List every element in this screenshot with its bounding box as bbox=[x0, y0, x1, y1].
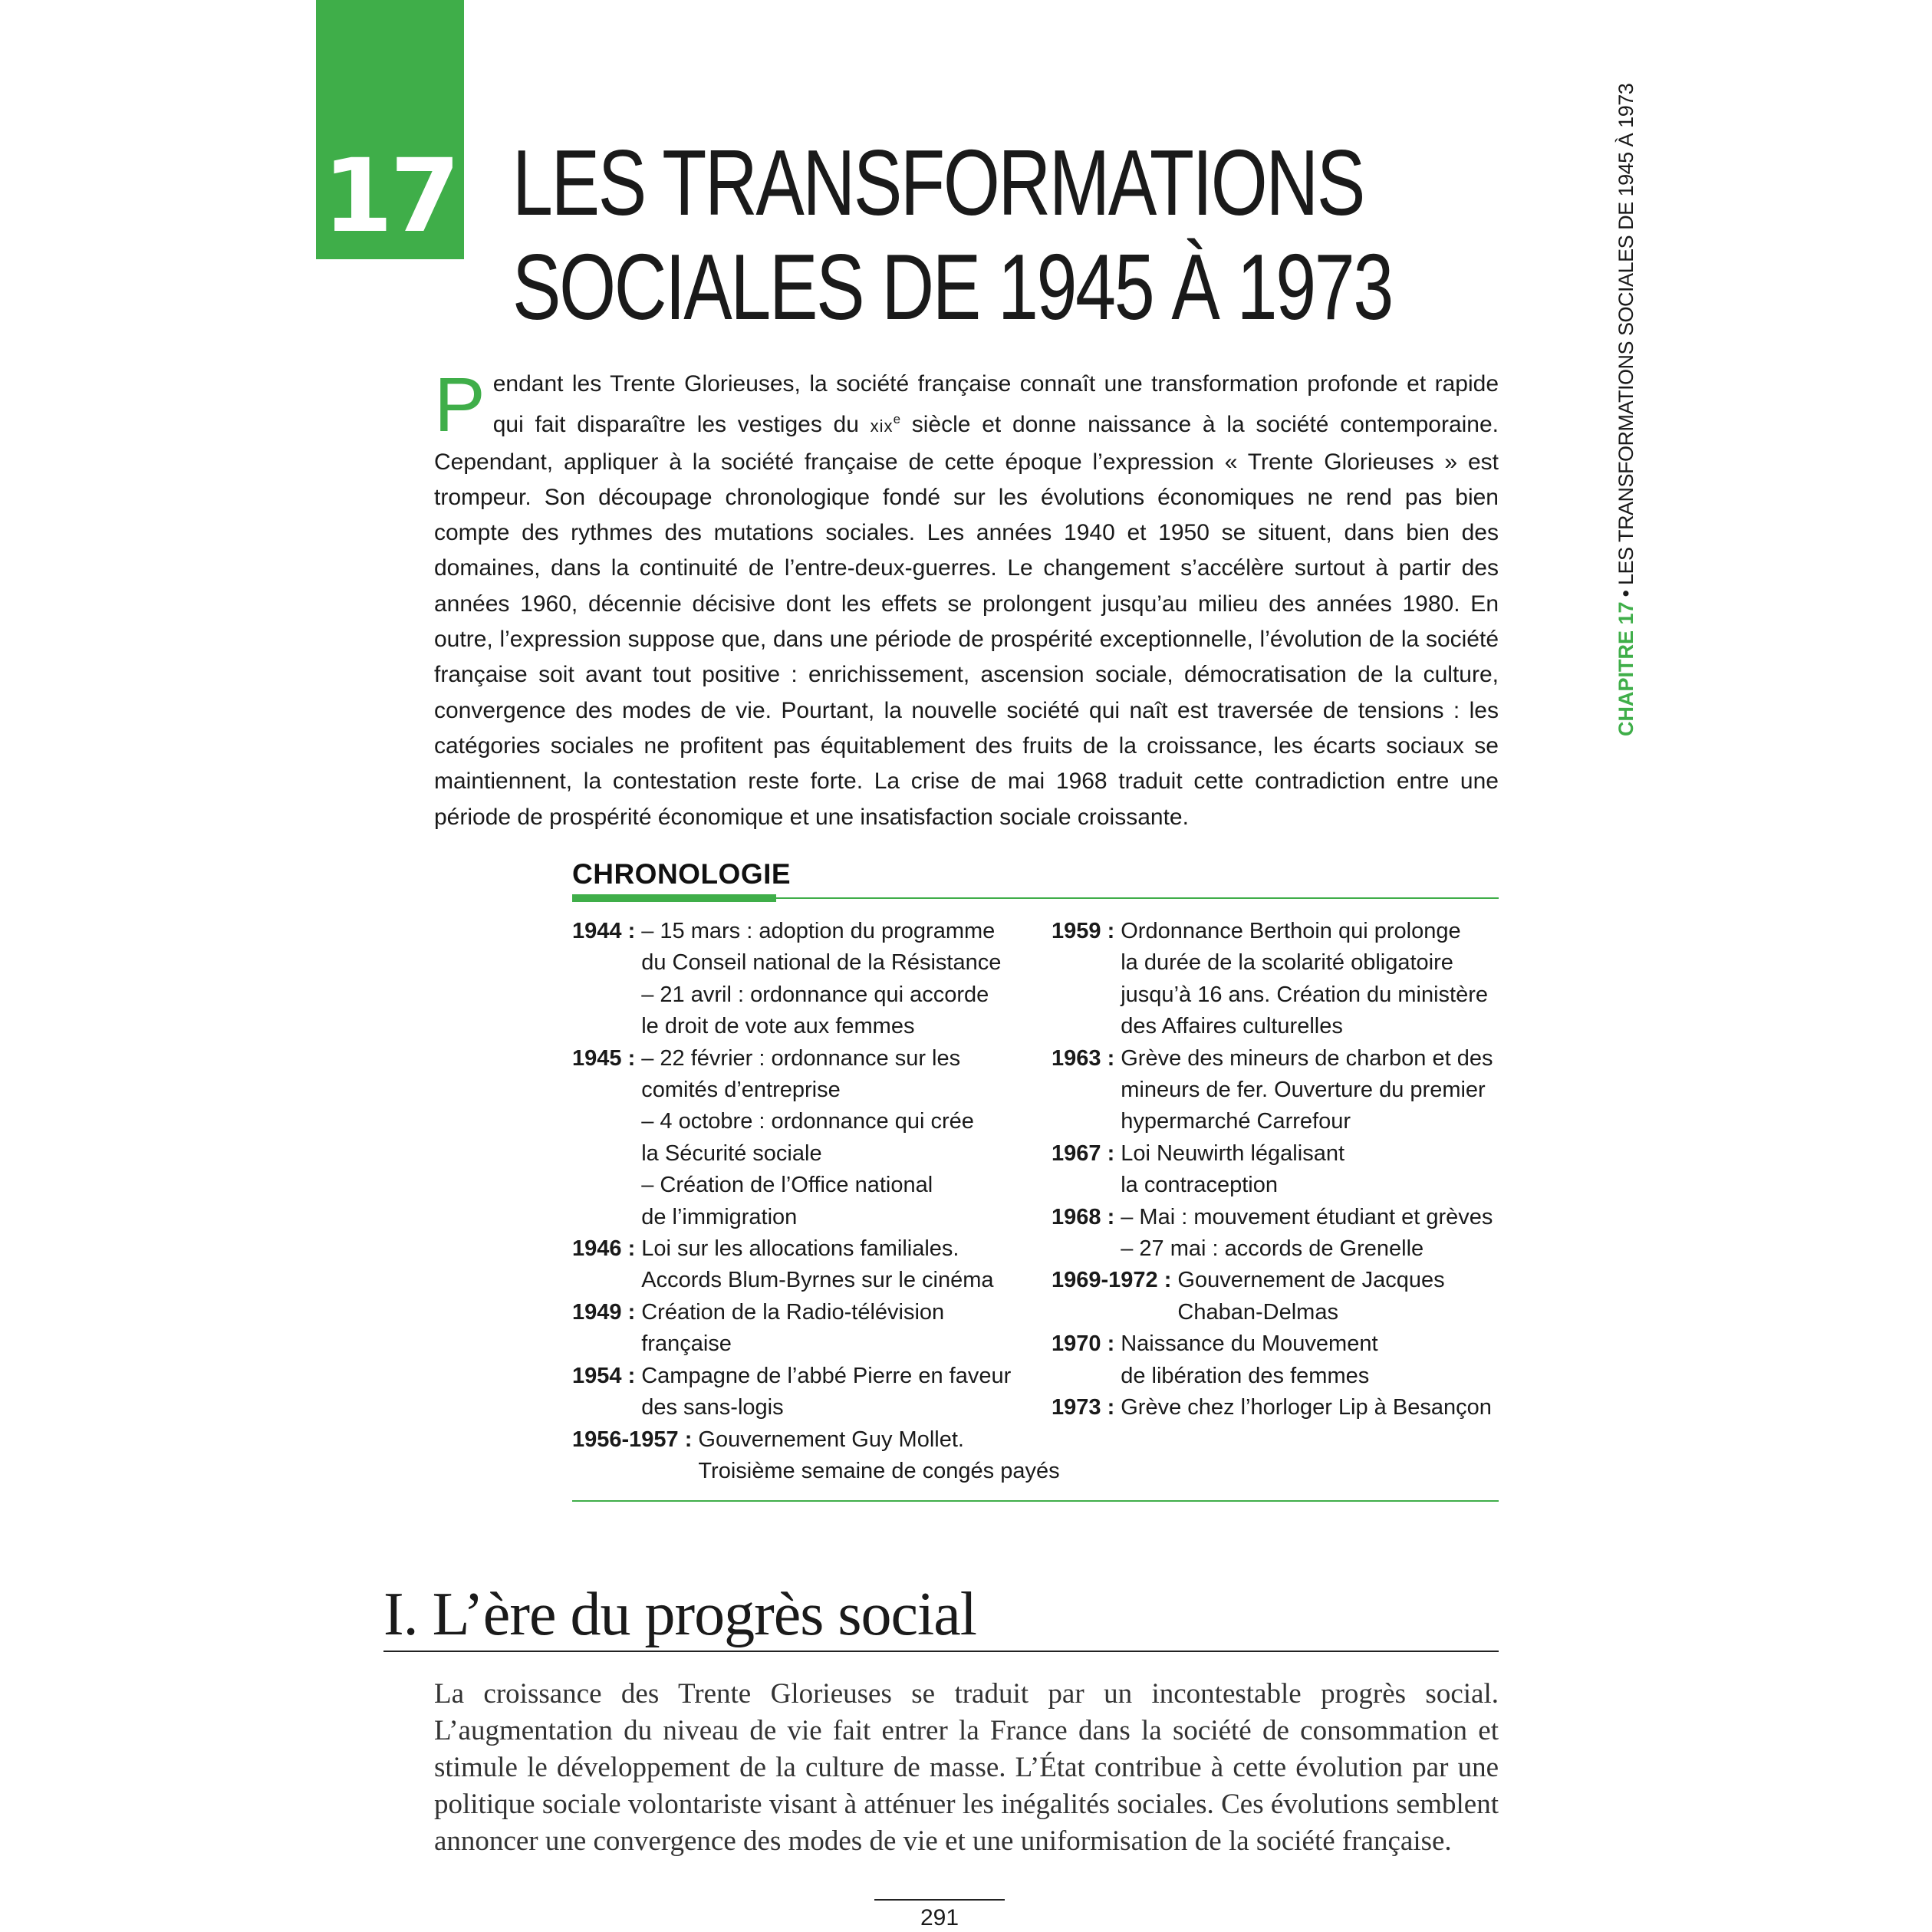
chronology-event-line: Accords Blum-Byrnes sur le cinéma bbox=[641, 1268, 994, 1293]
chronology-entry bbox=[572, 1297, 1032, 1361]
chapter-number: 17 bbox=[322, 137, 458, 255]
chronology-event-line: Troisième semaine de congés payés bbox=[698, 1458, 1060, 1483]
chronology-event-line: – 15 mars : adoption du programme bbox=[641, 919, 996, 943]
chronology-year: 1946 : bbox=[572, 1236, 636, 1262]
chronology-year: 1956-1957 : bbox=[572, 1427, 693, 1452]
chronology-event bbox=[1177, 1265, 1512, 1328]
chronology-event-line: la Sécurité sociale bbox=[641, 1140, 822, 1166]
chronology-event-line: Grève des mineurs de charbon et des bbox=[1121, 1045, 1493, 1071]
chronology-event-line: – 22 février : ordonnance sur les bbox=[641, 1045, 961, 1071]
running-head-separator: • bbox=[1614, 590, 1637, 597]
chronology-event-line: des Affaires culturelles bbox=[1121, 1014, 1343, 1039]
chronology-rule-accent bbox=[572, 894, 776, 902]
chronology-heading-rule bbox=[572, 894, 1499, 902]
chronology-event-line: hypermarché Carrefour bbox=[1121, 1109, 1351, 1134]
section-title-rule bbox=[383, 1651, 1499, 1652]
footer-rule bbox=[874, 1899, 1005, 1901]
chronology-left-column bbox=[572, 916, 1060, 1487]
chronology-event bbox=[1121, 1392, 1512, 1423]
chronology-event-line: – Mai : mouvement étudiant et grèves bbox=[1121, 1204, 1493, 1229]
chronology-event-line: jusqu’à 16 ans. Création du ministère bbox=[1121, 982, 1489, 1007]
chronology-event-line: Gouvernement de Jacques bbox=[1177, 1268, 1445, 1293]
chronology-event bbox=[641, 916, 1032, 1043]
running-head-text bbox=[1609, 83, 1643, 736]
chapter-title-line-2: SOCIALES DE 1945 À 1973 bbox=[512, 235, 1392, 339]
drop-cap: P bbox=[434, 362, 485, 448]
chronology-year: 1963 : bbox=[1052, 1045, 1115, 1071]
page-number: 291 bbox=[920, 1905, 959, 1930]
chronology-box bbox=[572, 857, 1499, 1499]
chronology-event bbox=[698, 1424, 1059, 1488]
chronology-event bbox=[1121, 916, 1512, 1043]
chronology-entry bbox=[1052, 1138, 1512, 1202]
chronology-entry bbox=[572, 1043, 1032, 1233]
chronology-event bbox=[641, 1361, 1032, 1424]
chronology-year: 1944 : bbox=[572, 919, 636, 943]
chronology-event-line: – 4 octobre : ordonnance qui crée bbox=[641, 1109, 974, 1134]
intro-text-part-1: endant les Trente Glorieuses, la société française connaît une transformation profonde et rapide qui fait disparaître les vestiges du bbox=[492, 371, 1499, 438]
chronology-event-line: Loi sur les allocations familiales. bbox=[641, 1236, 959, 1262]
chronology-event bbox=[1121, 1202, 1512, 1266]
chronology-event bbox=[641, 1297, 1032, 1361]
chronology-year: 1969-1972 : bbox=[1052, 1268, 1172, 1293]
intro-text-part-2: siècle et donne naissance à la société contemporaine. Cependant, appliquer à la société française de cette époque l’expression « Trente Glorieuses » est trompeur. Son découpage chronologique fondé sur les évolutions économiques ne rend pas bien compte des rythmes des mutations sociales. Les années 1940 et 1950 se situent, dans bien des domaines, dans la continuité de l’entre-deux-guerres. Le changement s’accélère surtout à partir des années 1960, décennie décisive dont les effets se prolongent jusqu’au milieu des années 1980. En outre, l’expression suppose que, dans une période de prospérité exceptionnelle, l’évolution de la société française soit avant tout positive : enrichissement, ascension sociale, démocratisation de la culture, convergence des modes de vie. Pourtant, la nouvelle société qui naît est traversée de tensions : les catégories sociales ne profitent pas équitablement des fruits de la croissance, les écarts sociaux se maintiennent, la contestation reste forte. La crise de mai 1968 traduit cette contradiction entre une période de prospérité économique et une insatisfaction sociale croissante. bbox=[434, 412, 1499, 830]
running-head bbox=[1603, 83, 1649, 736]
chronology-year: 1945 : bbox=[572, 1045, 636, 1071]
chronology-event-line: comités d’entreprise bbox=[641, 1078, 841, 1103]
chronology-event bbox=[1121, 1043, 1512, 1138]
chronology-entry bbox=[572, 916, 1032, 1043]
intro-paragraph bbox=[434, 362, 1499, 835]
chronology-event-line: des sans-logis bbox=[641, 1395, 784, 1420]
chronology-event-line: Grève chez l’horloger Lip à Besançon bbox=[1121, 1395, 1492, 1420]
chronology-year: 1967 : bbox=[1052, 1140, 1115, 1166]
chronology-event-line: de libération des femmes bbox=[1121, 1363, 1370, 1388]
chronology-bottom-rule bbox=[572, 1500, 1499, 1502]
chronology-event-line: Naissance du Mouvement bbox=[1121, 1331, 1378, 1357]
chronology-event-line: mineurs de fer. Ouverture du premier bbox=[1121, 1078, 1486, 1103]
century-numeral: xix bbox=[870, 416, 894, 436]
chronology-year: 1973 : bbox=[1052, 1395, 1115, 1420]
chronology-event-line: Campagne de l’abbé Pierre en faveur bbox=[641, 1363, 1012, 1388]
chronology-event bbox=[641, 1233, 1032, 1297]
chronology-year: 1968 : bbox=[1052, 1204, 1115, 1229]
chapter-title bbox=[512, 130, 1392, 339]
chronology-year: 1970 : bbox=[1052, 1331, 1115, 1357]
section-intro-paragraph: La croissance des Trente Glorieuses se traduit par un incontestable progrès social. L’augmentation du niveau de vie fait entrer la France dans la société de consommation et stimule le développement de la culture de masse. L’État contribue à cette évolution par une politique sociale volontariste visant à atténuer les inégalités sociales. Ces évolutions semblent annoncer une convergence des modes de vie et une uniformisation de la société française. bbox=[434, 1678, 1499, 1857]
running-head-chapter: CHAPITRE 17 bbox=[1614, 601, 1637, 736]
chronology-event-line: – 27 mai : accords de Grenelle bbox=[1121, 1236, 1424, 1262]
chronology-event-line: de l’immigration bbox=[641, 1204, 798, 1229]
chronology-entry bbox=[572, 1424, 1060, 1488]
chronology-year: 1959 : bbox=[1052, 919, 1115, 943]
chronology-event-line: Loi Neuwirth légalisant bbox=[1121, 1140, 1345, 1166]
chronology-event bbox=[641, 1043, 1032, 1233]
chronology-event-line: Gouvernement Guy Mollet. bbox=[698, 1427, 964, 1452]
chapter-number-box bbox=[316, 0, 464, 259]
chronology-columns bbox=[572, 916, 1499, 1499]
chronology-event bbox=[1121, 1138, 1512, 1202]
chronology-entry bbox=[1052, 1265, 1512, 1328]
chronology-event-line: le droit de vote aux femmes bbox=[641, 1014, 915, 1039]
chapter-title-line-1: LES TRANSFORMATIONS bbox=[512, 130, 1364, 235]
chronology-entry bbox=[572, 1361, 1032, 1424]
chronology-entry bbox=[572, 1233, 1032, 1297]
chronology-event-line: Chaban-Delmas bbox=[1177, 1299, 1338, 1325]
chronology-event-line: la contraception bbox=[1121, 1173, 1278, 1198]
chronology-event bbox=[1121, 1328, 1512, 1392]
chronology-entry bbox=[1052, 1328, 1512, 1392]
century-superscript: e bbox=[893, 412, 901, 427]
chronology-event-line: – 21 avril : ordonnance qui accorde bbox=[641, 982, 989, 1007]
chronology-event-line: du Conseil national de la Résistance bbox=[641, 950, 1002, 976]
chronology-event-line: la durée de la scolarité obligatoire bbox=[1121, 950, 1453, 976]
chronology-heading: CHRONOLOGIE bbox=[572, 858, 792, 890]
chronology-entry bbox=[1052, 1043, 1512, 1138]
chronology-year: 1949 : bbox=[572, 1299, 636, 1325]
chronology-entry bbox=[1052, 1392, 1512, 1423]
chronology-event-line: Création de la Radio-télévision bbox=[641, 1299, 945, 1325]
running-head-title: LES TRANSFORMATIONS SOCIALES DE 1945 À 1973 bbox=[1614, 83, 1637, 585]
chronology-right-column bbox=[1052, 916, 1512, 1424]
chronology-event-line: – Création de l’Office national bbox=[641, 1173, 933, 1198]
chronology-entry bbox=[1052, 1202, 1512, 1266]
chronology-event-line: Ordonnance Berthoin qui prolonge bbox=[1121, 919, 1461, 943]
chronology-year: 1954 : bbox=[572, 1363, 636, 1388]
chronology-entry bbox=[1052, 916, 1512, 1043]
section-title: I. L’ère du progrès social bbox=[383, 1581, 976, 1648]
chronology-event-line: française bbox=[641, 1331, 732, 1357]
